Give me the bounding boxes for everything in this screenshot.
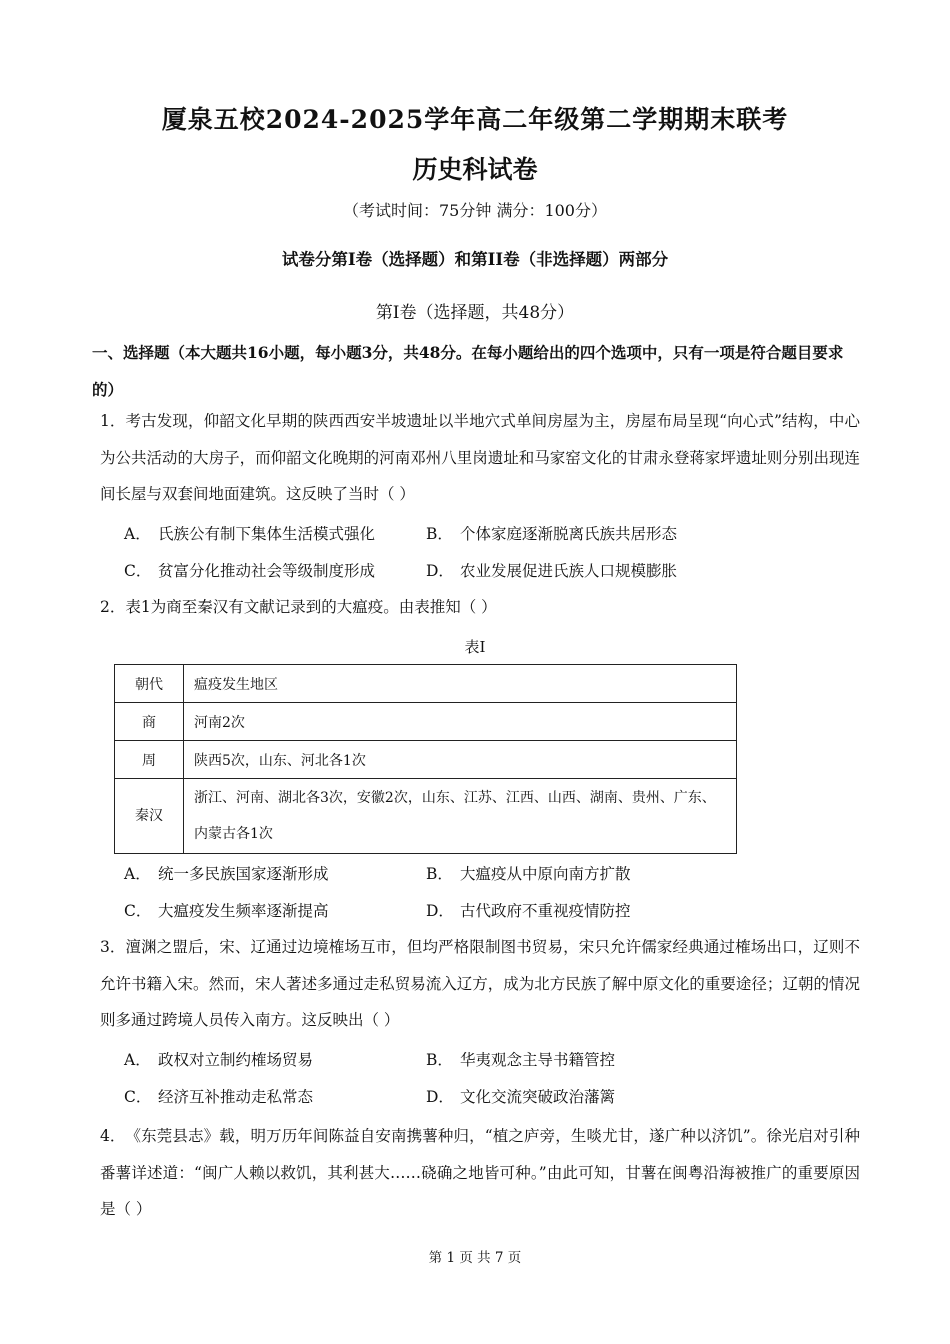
option-letter: D．: [426, 902, 454, 920]
option-3c[interactable]: [124, 1086, 313, 1108]
table-cell: 浙江、河南、湖北各3次，安徽2次，山东、江苏、江西、山西、湖南、贵州、广东、内蒙古各1次: [184, 779, 737, 854]
option-text: 贫富分化推动社会等级制度形成: [158, 562, 376, 580]
option-text: 大瘟疫从中原向南方扩散: [460, 865, 631, 883]
exam-info: （考试时间：75分钟 满分：100分）: [343, 201, 607, 220]
question-stem: 《东莞县志》载，明万历年间陈益自安南携薯种归，“植之庐旁，生啖尤甘，遂广种以济饥”。徐光启对引种番薯详述道：“闽广人赖以救饥，其利甚大……硗确之地皆可种。”由此可知，甘薯在闽粤沿海被推广的重要原因是（ ）: [100, 1127, 860, 1218]
option-letter: B．: [426, 525, 453, 543]
parts-note: 试卷分第I卷（选择题）和第II卷（非选择题）两部分: [281, 250, 669, 269]
option-text: 个体家庭逐渐脱离氏族共居形态: [460, 525, 678, 543]
option-1b[interactable]: [426, 523, 677, 545]
option-1c[interactable]: [124, 560, 375, 582]
option-text: 政权对立制约榷场贸易: [158, 1051, 314, 1069]
table-cell: 秦汉: [115, 779, 184, 854]
option-letter: C．: [124, 902, 152, 920]
question-number: 3．: [100, 938, 126, 956]
option-1d[interactable]: [426, 560, 677, 582]
page-footer: 第 1 页 共 7 页: [428, 1250, 522, 1266]
option-1a[interactable]: [124, 523, 375, 545]
question-number: 4．: [100, 1127, 126, 1145]
option-text: 华夷观念主导书籍管控: [460, 1051, 616, 1069]
option-letter: B．: [426, 1051, 453, 1069]
option-text: 氏族公有制下集体生活模式强化: [158, 525, 376, 543]
table-cell: 陕西5次，山东、河北各1次: [184, 741, 737, 779]
table-cell: 商: [115, 703, 184, 741]
option-3a[interactable]: [124, 1049, 313, 1071]
option-letter: A．: [124, 525, 151, 543]
option-letter: A．: [124, 865, 151, 883]
option-letter: C．: [124, 1088, 152, 1106]
question-number: 1．: [100, 412, 126, 430]
table-row: [115, 703, 737, 741]
option-text: 统一多民族国家逐渐形成: [158, 865, 329, 883]
question-1: [100, 403, 860, 513]
option-2d[interactable]: [426, 900, 631, 922]
option-text: 农业发展促进氏族人口规模膨胀: [460, 562, 678, 580]
option-text: 文化交流突破政治藩篱: [460, 1088, 616, 1106]
section-heading: 一、选择题（本大题共16小题，每小题3分，共48分。在每小题给出的四个选项中，只有一项是符合题目要求的）: [92, 343, 844, 399]
option-letter: C．: [124, 562, 152, 580]
option-2b[interactable]: [426, 863, 631, 885]
table-header-row: [115, 665, 737, 703]
question-stem: 澶渊之盟后，宋、辽通过边境榷场互市，但均严格限制图书贸易，宋只允许儒家经典通过榷场出口，辽则不允许书籍入宋。然而，宋人著述多通过走私贸易流入辽方，成为北方民族了解中原文化的重要途径；辽朝的情况则多通过跨境人员传入南方。这反映出（ ）: [100, 938, 860, 1029]
volume-title: 第I卷（选择题，共48分）: [375, 303, 575, 323]
option-text: 经济互补推动走私常态: [158, 1088, 314, 1106]
option-text: 大瘟疫发生频率逐渐提高: [158, 902, 329, 920]
option-2c[interactable]: [124, 900, 329, 922]
table-cell: 河南2次: [184, 703, 737, 741]
option-letter: D．: [426, 1088, 454, 1106]
option-3b[interactable]: [426, 1049, 615, 1071]
table-caption: 表I: [464, 638, 486, 656]
option-letter: B．: [426, 865, 453, 883]
option-2a[interactable]: [124, 863, 329, 885]
exam-title: 厦泉五校2024-2025学年高二年级第二学期期末联考: [161, 105, 789, 134]
table-cell: 周: [115, 741, 184, 779]
question-number: 2．: [100, 598, 126, 616]
plague-table: [114, 664, 737, 854]
question-stem: 考古发现，仰韶文化早期的陕西西安半坡遗址以半地穴式单间房屋为主，房屋布局呈现“向心式”结构，中心为公共活动的大房子，而仰韶文化晚期的河南邓州八里岗遗址和马家窑文化的甘肃永登蒋家坪遗址则分别出现连间长屋与双套间地面建筑。这反映了当时（ ）: [100, 412, 860, 503]
table-row: [115, 779, 737, 854]
table-row: [115, 741, 737, 779]
option-3d[interactable]: [426, 1086, 615, 1108]
question-2: [100, 589, 860, 626]
question-stem: 表1为商至秦汉有文献记录到的大瘟疫。由表推知（ ）: [125, 598, 497, 616]
option-letter: A．: [124, 1051, 151, 1069]
option-letter: D．: [426, 562, 454, 580]
question-3: [100, 929, 860, 1039]
table-header-cell: 朝代: [115, 665, 184, 703]
question-4: [100, 1118, 860, 1228]
table-header-cell: 瘟疫发生地区: [184, 665, 737, 703]
exam-subtitle: 历史科试卷: [412, 155, 538, 184]
option-text: 古代政府不重视疫情防控: [460, 902, 631, 920]
